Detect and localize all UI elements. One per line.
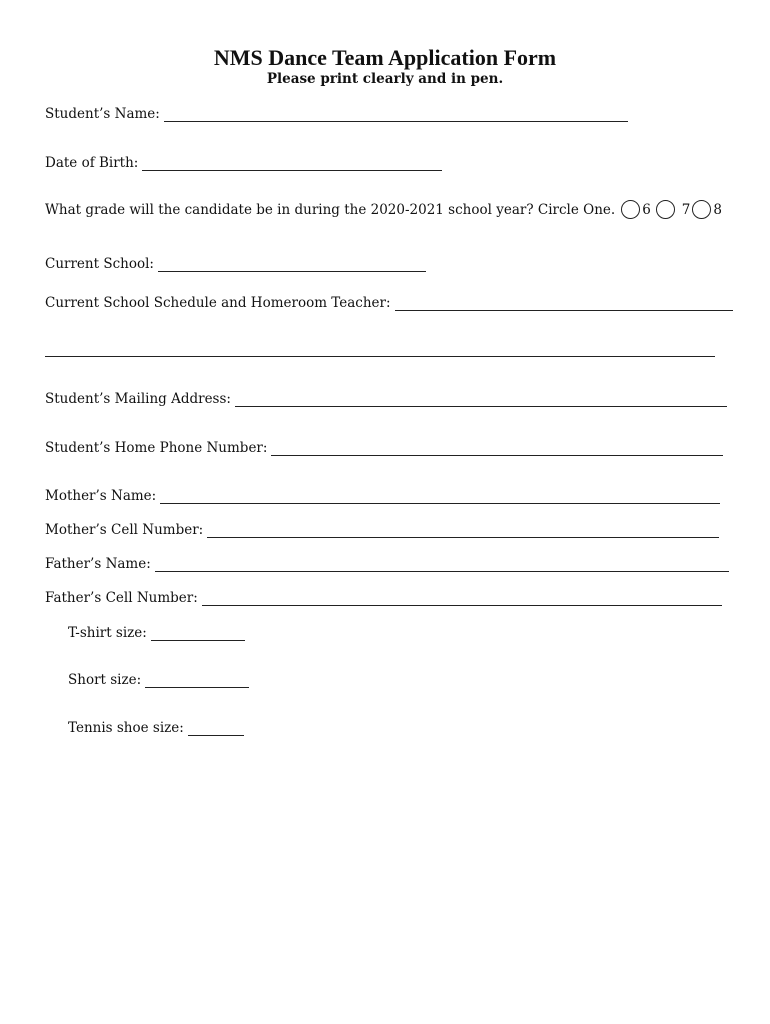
father-cell-line[interactable]: [202, 591, 722, 606]
father-name-row: [45, 556, 729, 572]
form-title: NMS Dance Team Application Form: [213, 45, 557, 70]
dob-row: [45, 155, 442, 171]
father-name-label: Father’s Name:: [45, 556, 151, 572]
short-line[interactable]: [145, 673, 249, 688]
schedule-label: Current School Schedule and Homeroom Teacher:: [45, 295, 391, 311]
father-cell-row: [45, 590, 722, 606]
current-school-row: [45, 256, 426, 272]
grade-6-circle[interactable]: [621, 200, 640, 219]
mother-cell-label: Mother’s Cell Number:: [45, 522, 204, 538]
student-name-label: Student’s Name:: [45, 106, 160, 122]
mailing-address-label: Student’s Mailing Address:: [45, 391, 231, 407]
grade-7-label: 7: [681, 201, 691, 218]
schedule-line[interactable]: [395, 296, 733, 311]
home-phone-row: [45, 440, 723, 456]
tshirt-label: T-shirt size:: [68, 625, 147, 641]
grade-8-circle[interactable]: [692, 200, 711, 219]
mailing-address-line[interactable]: [235, 392, 727, 407]
shoe-row: [68, 720, 244, 736]
grade-6-label: 6: [642, 201, 651, 218]
mother-name-row: [45, 488, 720, 504]
form-subtitle: Please print clearly and in pen.: [266, 71, 504, 87]
shoe-line[interactable]: [188, 721, 244, 736]
schedule-row: [45, 295, 733, 311]
mother-name-line[interactable]: [160, 489, 720, 504]
mother-cell-line[interactable]: [207, 523, 719, 538]
student-name-row: [45, 106, 628, 122]
mother-name-label: Mother’s Name:: [45, 488, 157, 504]
home-phone-label: Student’s Home Phone Number:: [45, 440, 268, 456]
grade-options: [621, 200, 724, 219]
student-name-line[interactable]: [164, 107, 628, 122]
current-school-line[interactable]: [158, 257, 426, 272]
current-school-label: Current School:: [45, 256, 154, 272]
grade-row: [45, 200, 724, 219]
schedule-continuation-row: [45, 342, 715, 357]
mother-cell-row: [45, 522, 719, 538]
grade-7-circle[interactable]: [656, 200, 675, 219]
grade-question: What grade will the candidate be in during the 2020-2021 school year? Circle One.: [45, 201, 616, 218]
dob-label: Date of Birth:: [45, 155, 139, 171]
father-cell-label: Father’s Cell Number:: [45, 590, 198, 606]
tshirt-row: [68, 625, 245, 641]
grade-8-label: 8: [713, 201, 722, 218]
home-phone-line[interactable]: [271, 441, 723, 456]
shoe-label: Tennis shoe size:: [68, 720, 184, 736]
short-label: Short size:: [68, 672, 142, 688]
schedule-continuation-line[interactable]: [45, 342, 715, 357]
mailing-address-row: [45, 391, 727, 407]
short-row: [68, 672, 249, 688]
tshirt-line[interactable]: [151, 626, 245, 641]
dob-line[interactable]: [142, 156, 442, 171]
father-name-line[interactable]: [155, 557, 729, 572]
